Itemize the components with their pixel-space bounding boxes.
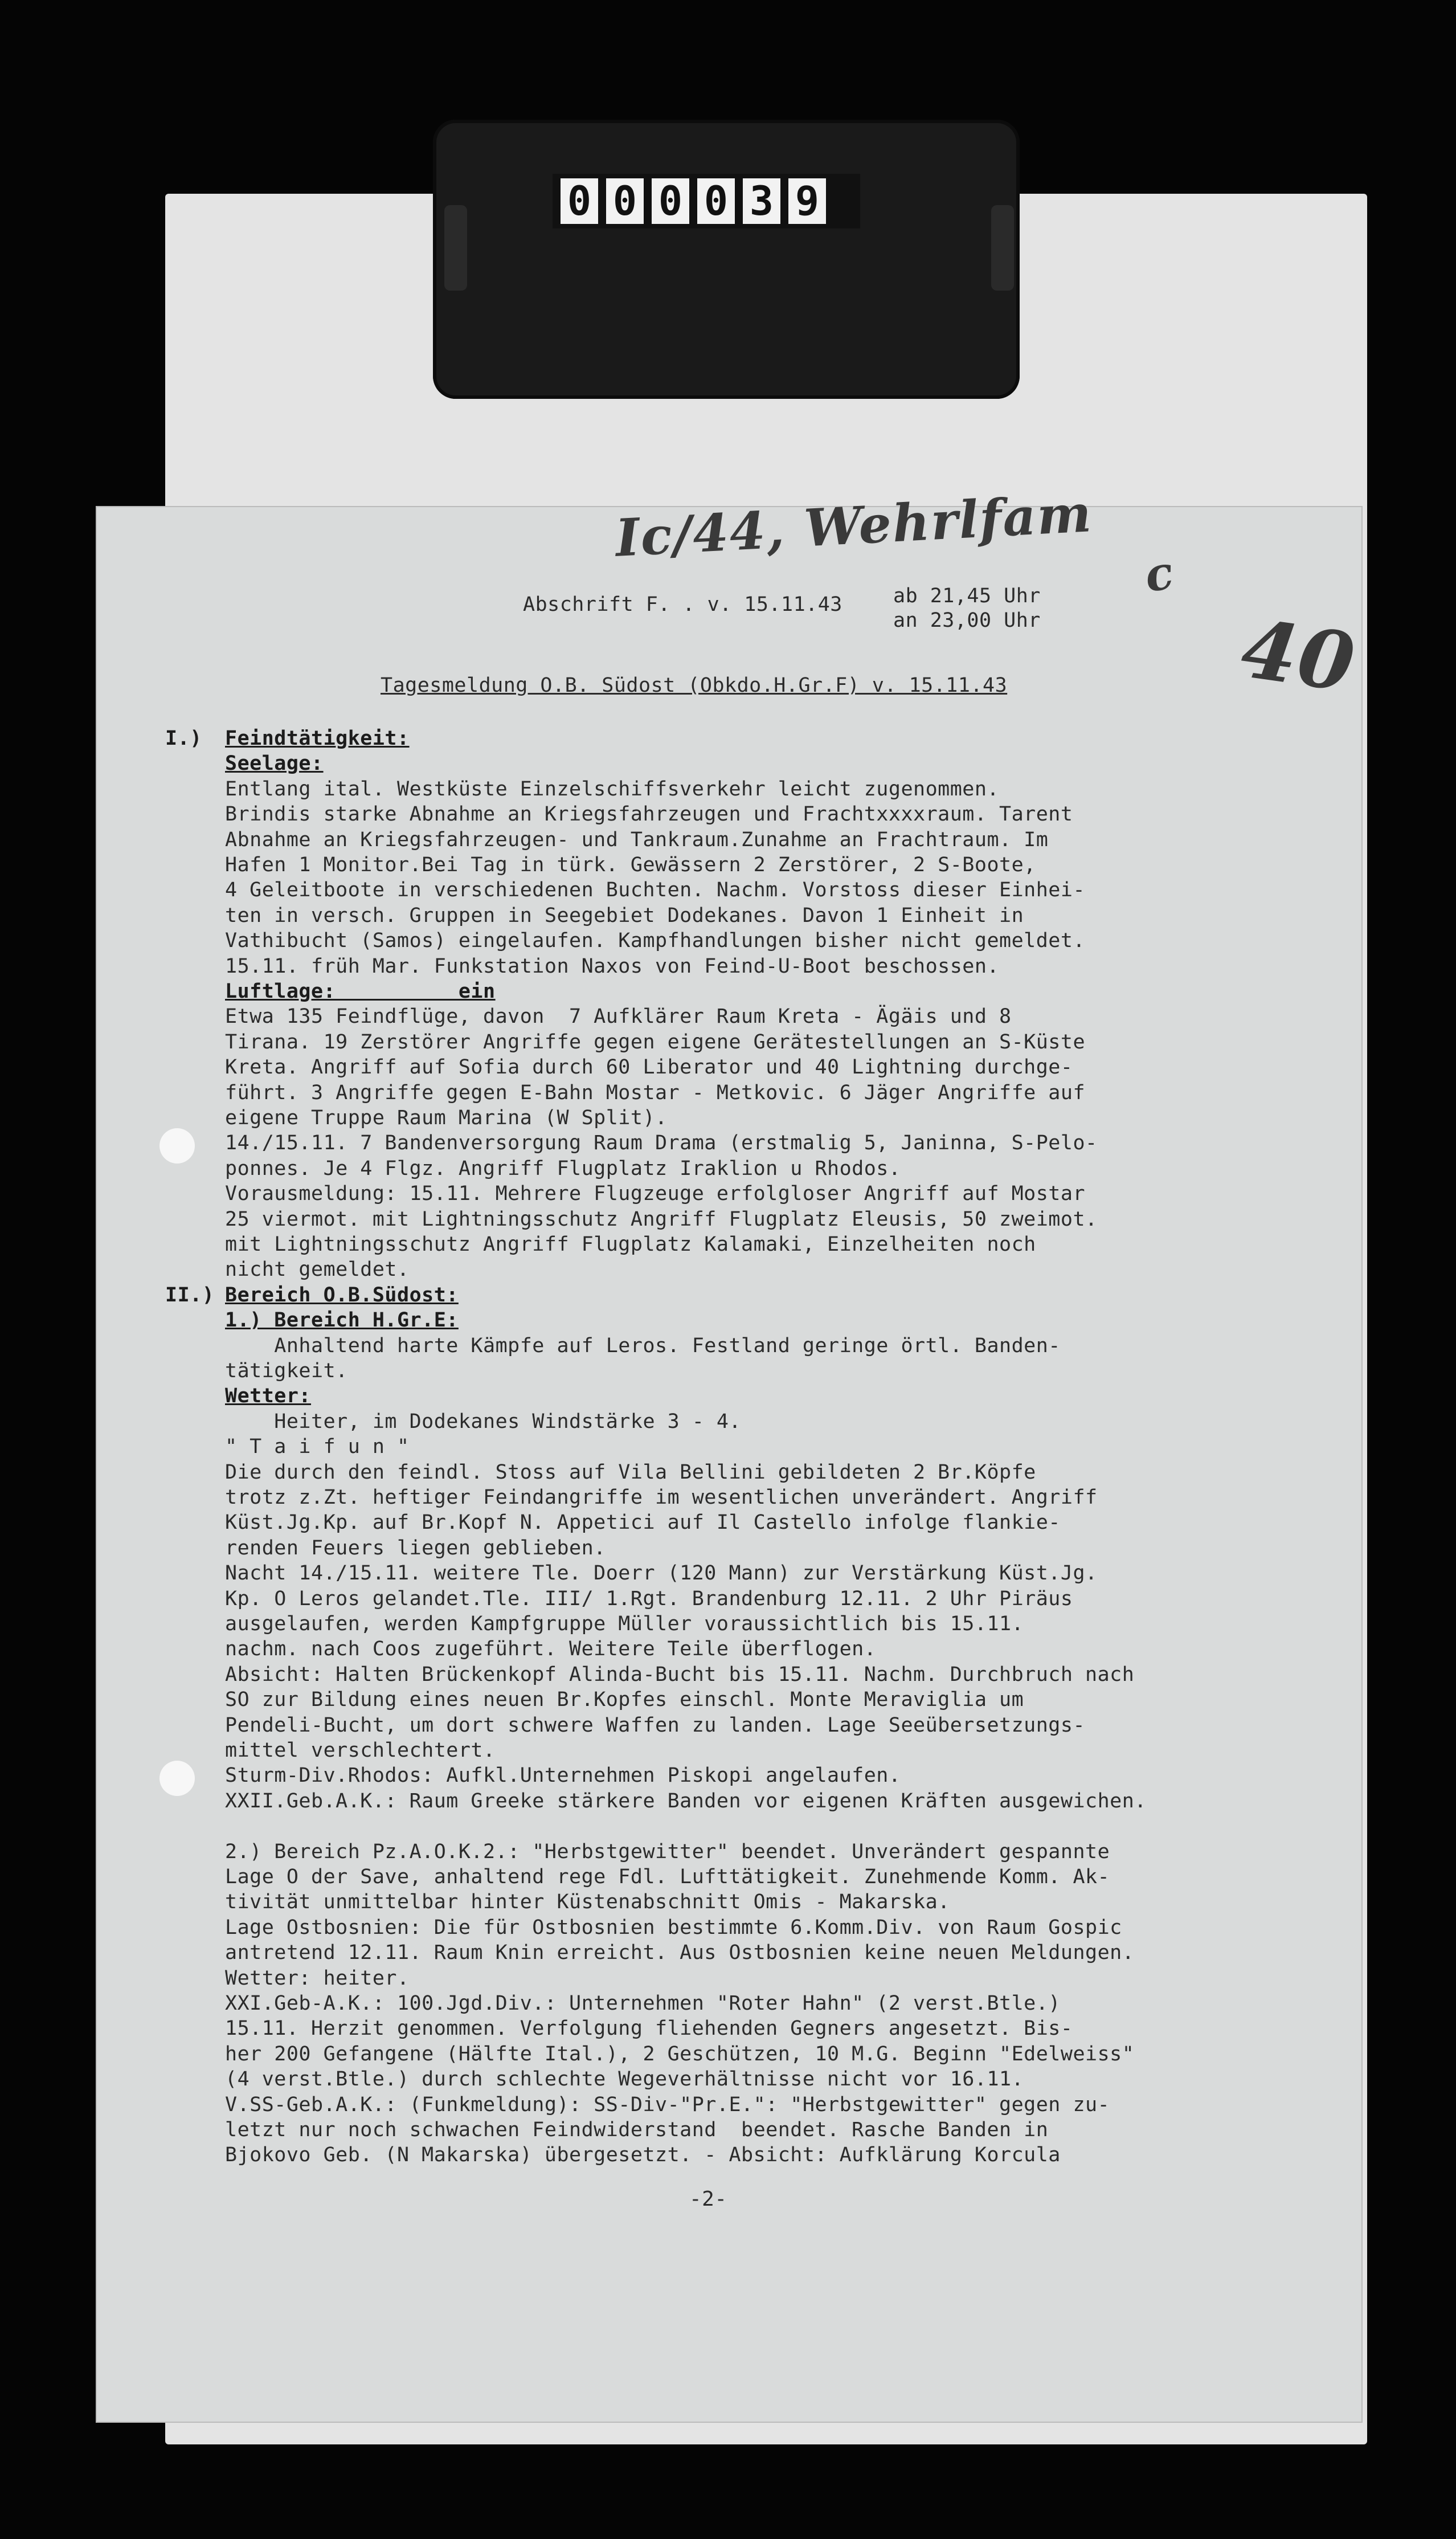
text-line: Vorausmeldung: 15.11. Mehrere Flugzeuge erfolgloser Angriff auf Mostar bbox=[225, 1182, 1086, 1205]
text-line: Lage O der Save, anhaltend rege Fdl. Lufttätigkeit. Zunehmende Komm. Ak- bbox=[225, 1866, 1110, 1888]
section-heading: Luftlage: ein bbox=[225, 980, 496, 1003]
punch-hole bbox=[159, 1761, 195, 1796]
section-heading: Wetter: bbox=[225, 1385, 312, 1407]
text-line: mit Lightningsschutz Angriff Flugplatz Kalamaki, Einzelheiten noch bbox=[225, 1233, 1036, 1256]
text-line: Brindis starke Abnahme an Kriegsfahrzeugen und Frachtxxxxraum. Tarent bbox=[225, 803, 1073, 826]
text-line: 14./15.11. 7 Bandenversorgung Raum Drama (erstmalig 5, Janinna, S-Pelo- bbox=[225, 1132, 1098, 1154]
abschrift-line: Abschrift F. . v. 15.11.43 bbox=[523, 593, 842, 616]
text-line: Entlang ital. Westküste Einzelschiffsverkehr leicht zugenommen. bbox=[225, 778, 1000, 801]
section-heading: Bereich O.B.Südost: bbox=[225, 1284, 459, 1307]
text-line: letzt nur noch schwachen Feindwiderstand beendet. Rasche Banden in bbox=[225, 2118, 1049, 2141]
handwritten-mark: c bbox=[1140, 545, 1179, 603]
text-line: Kp. O Leros gelandet.Tle. III/ 1.Rgt. Brandenburg 12.11. 2 Uhr Piräus bbox=[225, 1587, 1073, 1610]
text-line: ponnes. Je 4 Flgz. Angriff Flugplatz Iraklion u Rhodos. bbox=[225, 1157, 901, 1180]
text-line: eigene Truppe Raum Marina (W Split). bbox=[225, 1107, 668, 1129]
text-line: Absicht: Halten Brückenkopf Alinda-Bucht bis 15.11. Nachm. Durchbruch nach bbox=[225, 1663, 1135, 1686]
handwritten-note: Ic/44, Wehrlfam bbox=[614, 483, 1094, 569]
text-line: Kreta. Angriff auf Sofia durch 60 Liberator und 40 Lightning durchge- bbox=[225, 1056, 1073, 1079]
section-heading: 1.) Bereich H.Gr.E: bbox=[225, 1309, 459, 1332]
text-line: Etwa 135 Feindflüge, davon 7 Aufklärer Raum Kreta - Ägäis und 8 bbox=[225, 1005, 1012, 1028]
text-line: 15.11. Herzit genommen. Verfolgung fliehenden Gegners angesetzt. Bis- bbox=[225, 2017, 1073, 2040]
page-number: -2- bbox=[689, 2187, 727, 2211]
text-line: ten in versch. Gruppen in Seegebiet Dodekanes. Davon 1 Einheit in bbox=[225, 904, 1024, 927]
text-line: 25 viermot. mit Lightningsschutz Angriff Flugplatz Eleusis, 50 zweimot. bbox=[225, 1208, 1098, 1231]
counter-digit: 0 bbox=[561, 178, 598, 224]
document-title: Tagesmeldung O.B. Südost (Obkdo.H.Gr.F) v. 15.11.43 bbox=[381, 674, 1008, 697]
text-line: Tirana. 19 Zerstörer Angriffe gegen eigene Gerätestellungen an S-Küste bbox=[225, 1031, 1086, 1054]
time-to: an 23,00 Uhr bbox=[893, 609, 1041, 632]
counter-digit: 9 bbox=[788, 178, 826, 224]
text-line: Hafen 1 Monitor.Bei Tag in türk. Gewässern 2 Zerstörer, 2 S-Boote, bbox=[225, 854, 1036, 876]
text-line: XXII.Geb.A.K.: Raum Greeke stärkere Banden vor eigenen Kräften ausgewichen. bbox=[225, 1790, 1147, 1813]
text-line: Pendeli-Bucht, um dort schwere Waffen zu landen. Lage Seeübersetzungs- bbox=[225, 1714, 1086, 1737]
counter-digit: 0 bbox=[606, 178, 644, 224]
counter-digit: 0 bbox=[697, 178, 735, 224]
text-line: Anhaltend harte Kämpfe auf Leros. Festland geringe örtl. Banden- bbox=[225, 1334, 1061, 1357]
text-line: XXI.Geb-A.K.: 100.Jgd.Div.: Unternehmen "Roter Hahn" (2 verst.Btle.) bbox=[225, 1992, 1061, 2015]
section-number: II.) bbox=[165, 1284, 215, 1307]
text-line: trotz z.Zt. heftiger Feindangriffe im wesentlichen unverändert. Angriff bbox=[225, 1486, 1098, 1509]
counter-digit: 3 bbox=[743, 178, 780, 224]
text-line: Bjokovo Geb. (N Makarska) übergesetzt. - Absicht: Aufklärung Korcula bbox=[225, 2144, 1061, 2166]
text-line: renden Feuers liegen geblieben. bbox=[225, 1537, 606, 1560]
text-line: Vathibucht (Samos) eingelaufen. Kampfhandlungen bisher nicht gemeldet. bbox=[225, 929, 1086, 952]
text-line: 15.11. früh Mar. Funkstation Naxos von Feind-U-Boot beschossen. bbox=[225, 955, 1000, 978]
text-line: tivität unmittelbar hinter Küstenabschnitt Omis - Makarska. bbox=[225, 1891, 950, 1913]
text-line: SO zur Bildung eines neuen Br.Kopfes einschl. Monte Meraviglia um bbox=[225, 1688, 1024, 1711]
punch-hole bbox=[159, 1128, 195, 1164]
text-line: Wetter: heiter. bbox=[225, 1967, 410, 1990]
text-line: her 200 Gefangene (Hälfte Ital.), 2 Geschützen, 10 M.G. Beginn "Edelweiss" bbox=[225, 2043, 1135, 2066]
time-from: ab 21,45 Uhr bbox=[893, 585, 1041, 607]
text-line: mittel verschlechtert. bbox=[225, 1739, 496, 1762]
text-line: ausgelaufen, werden Kampfgruppe Müller voraussichtlich bis 15.11. bbox=[225, 1613, 1024, 1635]
text-line: Die durch den feindl. Stoss auf Vila Bellini gebildeten 2 Br.Köpfe bbox=[225, 1461, 1036, 1484]
text-line: Küst.Jg.Kp. auf Br.Kopf N. Appetici auf Il Castello infolge flankie- bbox=[225, 1511, 1061, 1534]
section-number: I.) bbox=[165, 727, 202, 750]
section-heading: Seelage: bbox=[225, 752, 324, 775]
text-line: 2.) Bereich Pz.A.O.K.2.: "Herbstgewitter" beendet. Unverändert gespannte bbox=[225, 1840, 1110, 1863]
text-line: Heiter, im Dodekanes Windstärke 3 - 4. bbox=[225, 1410, 742, 1433]
text-line: 4 Geleitboote in verschiedenen Buchten. Nachm. Vorstoss dieser Einhei- bbox=[225, 879, 1086, 901]
section-heading: Feindtätigkeit: bbox=[225, 727, 410, 750]
text-line: nicht gemeldet. bbox=[225, 1258, 410, 1281]
counter-knob-right bbox=[991, 205, 1014, 291]
counter-knob-left bbox=[444, 205, 467, 291]
text-line: nachm. nach Coos zugeführt. Weitere Teile überflogen. bbox=[225, 1638, 877, 1660]
text-line: Abnahme an Kriegsfahrzeugen- und Tankraum.Zunahme an Frachtraum. Im bbox=[225, 828, 1049, 851]
text-line: " T a i f u n " bbox=[225, 1435, 410, 1458]
text-line: V.SS-Geb.A.K.: (Funkmeldung): SS-Div-"Pr.E.": "Herbstgewitter" gegen zu- bbox=[225, 2093, 1110, 2116]
handwritten-number: 40 bbox=[1236, 602, 1361, 711]
text-line: Lage Ostbosnien: Die für Ostbosnien bestimmte 6.Komm.Div. von Raum Gospic bbox=[225, 1916, 1122, 1939]
text-line: (4 verst.Btle.) durch schlechte Wegeverhältnisse nicht vor 16.11. bbox=[225, 2068, 1024, 2091]
counter-digit: 0 bbox=[652, 178, 689, 224]
frame-counter bbox=[553, 174, 860, 228]
text-line: antretend 12.11. Raum Knin erreicht. Aus Ostbosnien keine neuen Meldungen. bbox=[225, 1941, 1135, 1964]
text-line: tätigkeit. bbox=[225, 1360, 348, 1382]
text-line: Nacht 14./15.11. weitere Tle. Doerr (120 Mann) zur Verstärkung Küst.Jg. bbox=[225, 1562, 1098, 1585]
text-line: führt. 3 Angriffe gegen E-Bahn Mostar - Metkovic. 6 Jäger Angriffe auf bbox=[225, 1081, 1086, 1104]
frame-counter-housing bbox=[433, 120, 1020, 399]
text-line: Sturm-Div.Rhodos: Aufkl.Unternehmen Piskopi angelaufen. bbox=[225, 1764, 901, 1787]
